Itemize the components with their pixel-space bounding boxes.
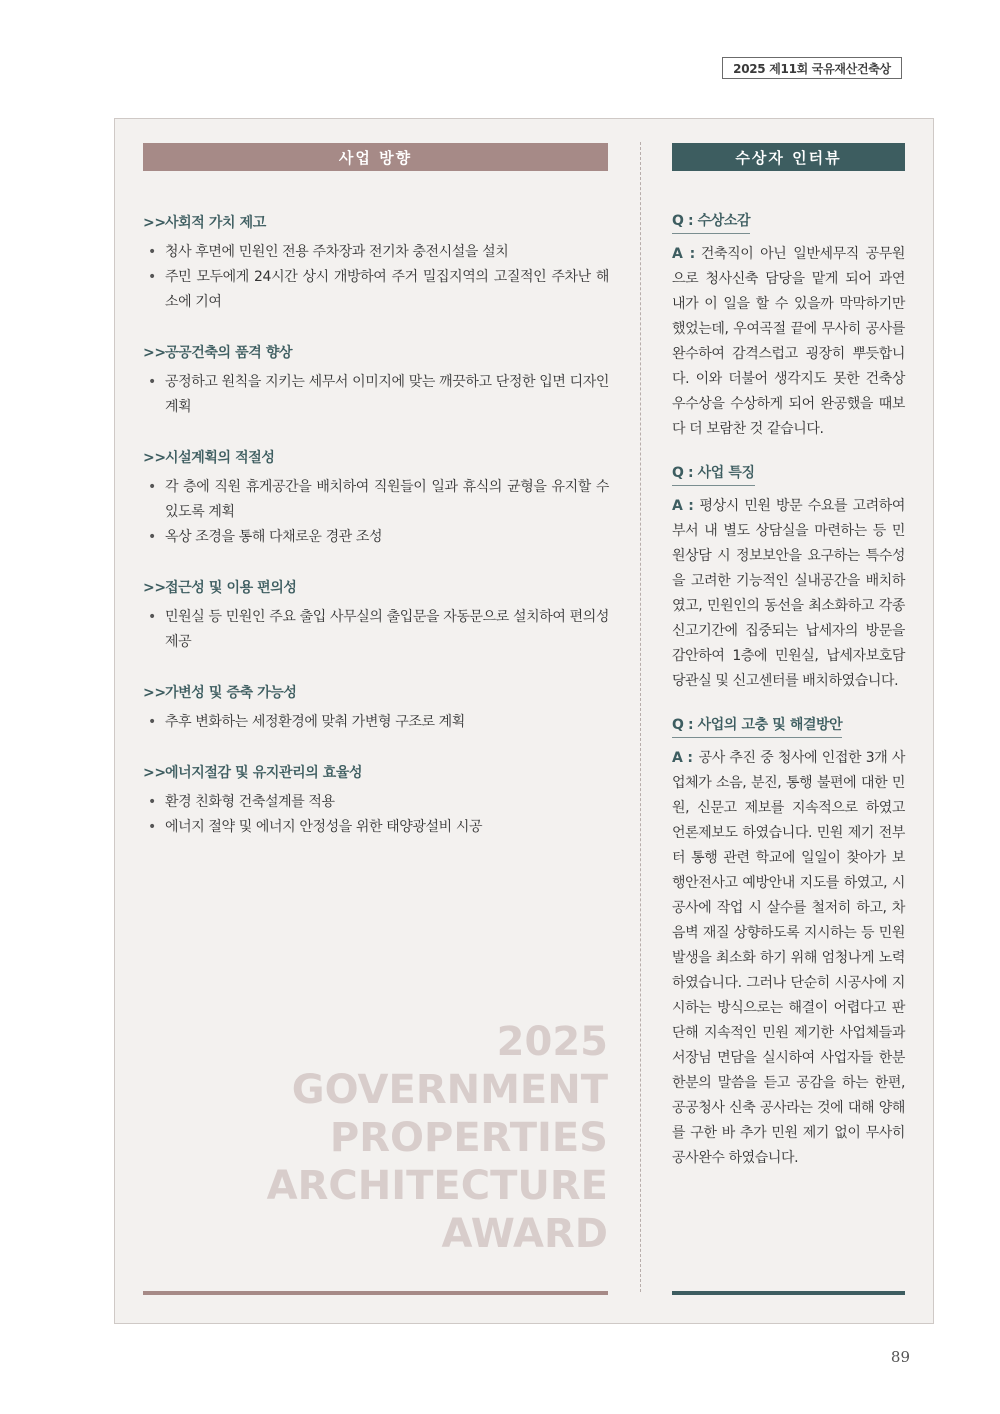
project-direction-heading: 사업 방향: [143, 143, 608, 171]
bullet-icon: •: [148, 374, 156, 390]
bullet-list: [143, 475, 609, 550]
double-chevron-icon: >>: [143, 345, 166, 361]
bullet-icon: •: [148, 269, 156, 285]
answer-label: A :: [672, 750, 693, 766]
direction-section: [143, 445, 609, 550]
section-title-text: 가변성 및 증축 가능성: [165, 685, 297, 701]
list-item: • 민원실 등 민원인 주요 출입 사무실의 출입문을 자동문으로 설치하여 편의성 제공: [143, 605, 609, 655]
bullet-icon: •: [148, 794, 156, 810]
section-title-text: 사회적 가치 제고: [165, 215, 266, 231]
qa-block: [672, 462, 905, 694]
big-title-line: 2025: [496, 1019, 608, 1065]
list-item: • 에너지 절약 및 에너지 안정성을 위한 태양광설비 시공: [143, 815, 609, 840]
right-bottom-rule: [672, 1291, 905, 1295]
qa-block: [672, 714, 905, 1171]
interview-heading: 수상자 인터뷰: [672, 143, 905, 171]
list-item: • 주민 모두에게 24시간 상시 개방하여 주거 밀집지역의 고질적인 주차난 해소에 기여: [143, 265, 609, 315]
left-bottom-rule: [143, 1291, 608, 1295]
list-item: • 각 층에 직원 휴게공간을 배치하여 직원들이 일과 휴식의 균형을 유지할 수 있도록 계획: [143, 475, 609, 525]
list-item: • 청사 후면에 민원인 전용 주차장과 전기차 충전시설을 설치: [143, 240, 609, 265]
list-item: • 환경 친화형 건축설계를 적용: [143, 790, 609, 815]
double-chevron-icon: >>: [143, 765, 166, 781]
award-watermark-title: [240, 1018, 608, 1258]
list-item: • 추후 변화하는 세정환경에 맞춰 가변형 구조로 계획: [143, 710, 609, 735]
question-title: Q : 수상소감: [672, 210, 750, 234]
question-title: Q : 사업 특징: [672, 462, 755, 486]
section-title-text: 접근성 및 이용 편의성: [165, 580, 297, 596]
project-direction-column: [143, 210, 609, 865]
award-tag: 2025 제11회 국유재산건축상: [722, 57, 902, 79]
section-title-text: 에너지절감 및 유지관리의 효율성: [165, 765, 363, 781]
bullet-list: [143, 370, 609, 420]
direction-section: [143, 210, 609, 315]
section-title: [143, 680, 609, 706]
question-title: Q : 사업의 고충 및 해결방안: [672, 714, 842, 738]
interview-column: [672, 210, 905, 1191]
double-chevron-icon: >>: [143, 580, 166, 596]
section-title: [143, 760, 609, 786]
big-title-line: PROPERTIES: [329, 1115, 608, 1161]
direction-section: [143, 760, 609, 840]
big-title-line: AWARD: [441, 1211, 608, 1257]
big-title-line: ARCHITECTURE: [266, 1163, 608, 1209]
section-title-text: 시설계획의 적절성: [165, 450, 275, 466]
section-title: [143, 340, 609, 366]
section-title: [143, 575, 609, 601]
qa-block: [672, 210, 905, 442]
direction-section: [143, 340, 609, 420]
answer-label: A :: [672, 498, 694, 514]
bullet-list: [143, 605, 609, 655]
bullet-icon: •: [148, 529, 156, 545]
answer-text: A : 공사 추진 중 청사에 인접한 3개 사업체가 소음, 분진, 통행 불편에 대한 민원, 신문고 제보를 지속적으로 하였고 언론제보도 하였습니다. 민원 제기 전부터 통행 관련 학교에 일일이 찾아가 보행안전사고 예방안내 지도를 하였고, 시공사에 작업 시 살수를 철저히 하고, 차음벽 재질 상향하도록 지시하는 등 민원발생을 최소화 하기 위해 엄청나게 노력하였습니다. 그러나 단순히 시공사에 지시하는 방식으로는 해결이 어렵다고 판단해 지속적인 민원 제기한 사업체들과 서장님 면담을 실시하여 사업자들 한분한분의 말씀을 듣고 공감을 하는 한편, 공공청사 신축 공사라는 것에 대해 양해를 구한 바 추가 민원 제기 없이 무사히 공사완수 하였습니다.: [672, 750, 906, 1166]
list-item: • 옥상 조경을 통해 다채로운 경관 조성: [143, 525, 609, 550]
double-chevron-icon: >>: [143, 215, 166, 231]
bullet-list: [143, 240, 609, 315]
section-title: [143, 210, 609, 236]
bullet-icon: •: [148, 244, 156, 260]
answer-label: A :: [672, 246, 695, 262]
answer-text: A : 건축직이 아닌 일반세무직 공무원으로 청사신축 담당을 맡게 되어 과연 내가 이 일을 할 수 있을까 막막하기만 했었는데, 우여곡절 끝에 무사히 공사를 완수하여 감격스럽고 굉장히 뿌듯합니다. 이와 더불어 생각지도 못한 건축상 우수상을 수상하게 되어 완공했을 때보다 더 보람찬 것 같습니다.: [672, 246, 905, 437]
page-number: 89: [890, 1348, 910, 1366]
bullet-icon: •: [148, 609, 156, 625]
double-chevron-icon: >>: [143, 685, 166, 701]
double-chevron-icon: >>: [143, 450, 166, 466]
bullet-icon: •: [148, 714, 156, 730]
direction-section: [143, 575, 609, 655]
section-title-text: 공공건축의 품격 향상: [165, 345, 293, 361]
answer-text: A : 평상시 민원 방문 수요를 고려하여 부서 내 별도 상담실을 마련하는 등 민원상담 시 정보보안을 요구하는 특수성을 고려한 기능적인 실내공간을 배치하였고, 민원인의 동선을 최소화하고 각종 신고기간에 집중되는 납세자의 방문을 감안하여 1층에 민원실, 납세자보호담당관실 및 신고센터를 배치하였습니다.: [672, 498, 905, 689]
list-item: • 공정하고 원칙을 지키는 세무서 이미지에 맞는 깨끗하고 단정한 입면 디자인 계획: [143, 370, 609, 420]
direction-section: [143, 680, 609, 735]
bullet-icon: •: [148, 819, 156, 835]
bullet-icon: •: [148, 479, 156, 495]
bullet-list: [143, 710, 609, 735]
column-divider: [640, 142, 641, 1292]
section-title: [143, 445, 609, 471]
big-title-line: GOVERNMENT: [291, 1067, 608, 1113]
bullet-list: [143, 790, 609, 840]
